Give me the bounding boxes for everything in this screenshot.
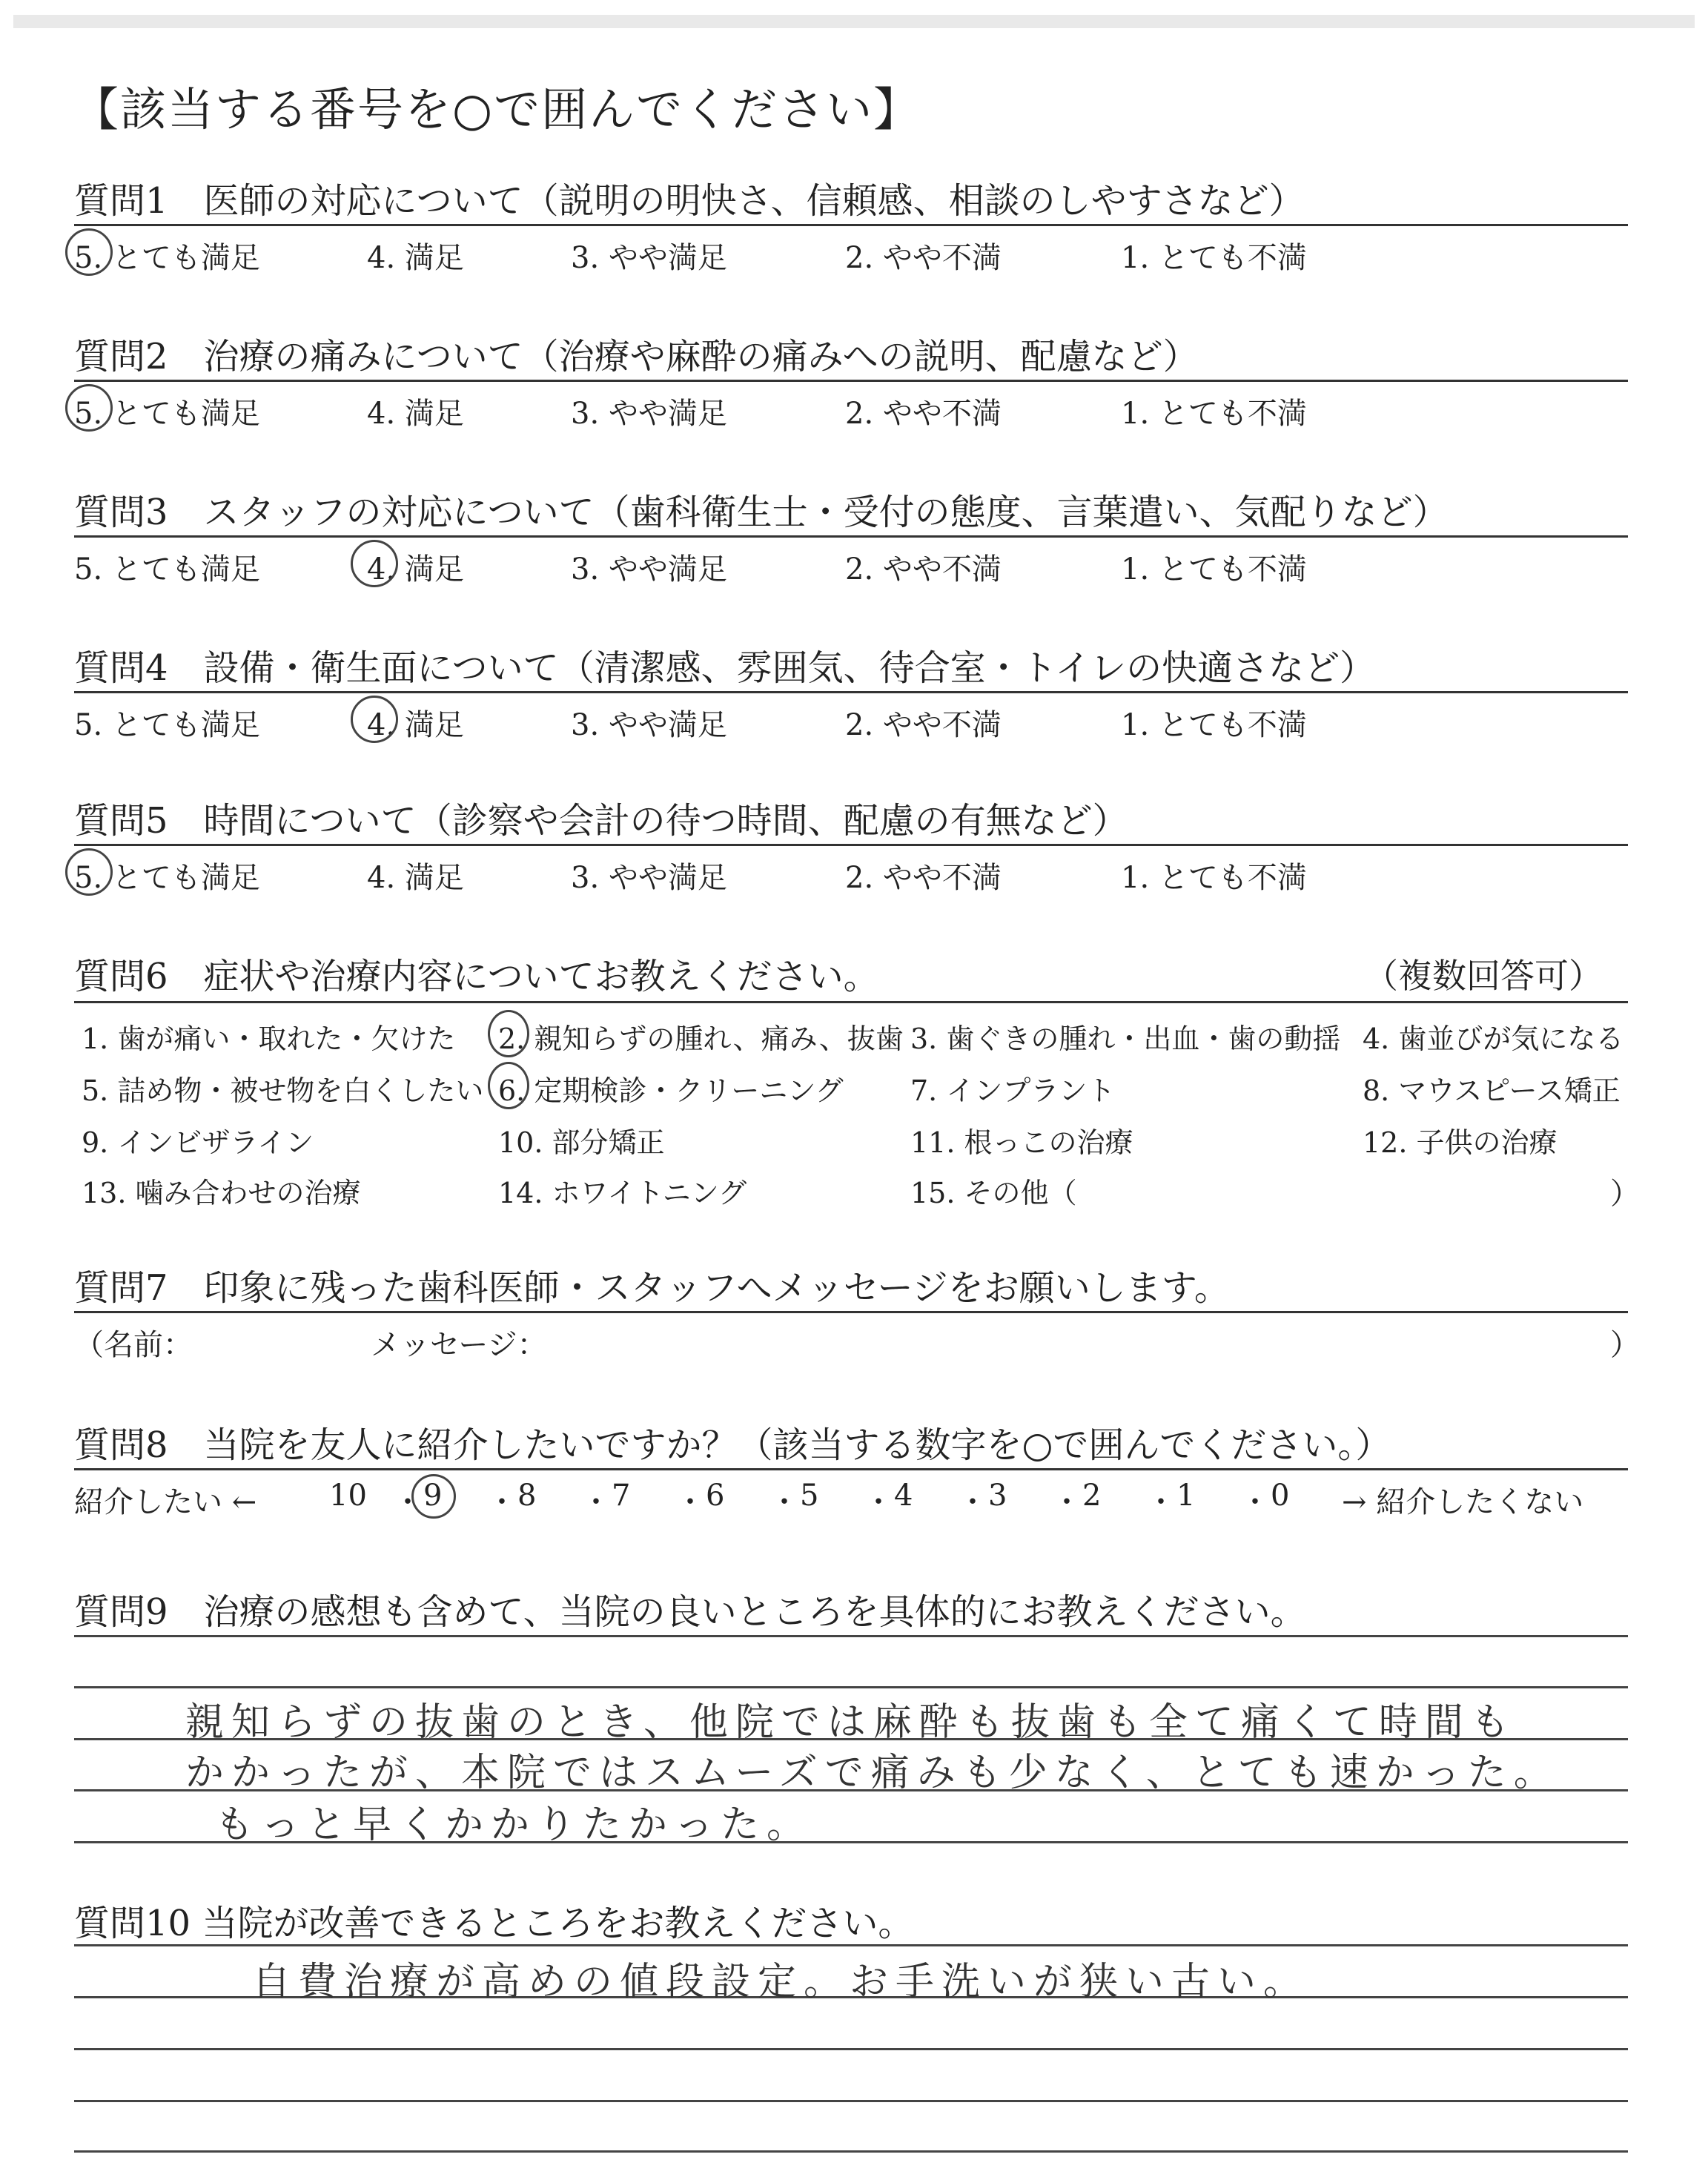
q9-rule [74, 1635, 1628, 1637]
q8-scale-separator: ・ [1240, 1485, 1270, 1519]
q5-option-2: 2. やや不満 [845, 861, 1002, 895]
q8-answer-circle [411, 1474, 456, 1519]
q2-option-2: 2. やや不満 [845, 397, 1002, 431]
q7-title: 質問7 印象に残った歯科医師・スタッフへメッセージをお願いします。 [74, 1267, 1230, 1309]
q6-multiple-answer-note: （複数回答可） [1364, 956, 1603, 996]
q1-rule [74, 224, 1628, 226]
q7-rule [74, 1311, 1628, 1313]
q8-scale-separator: ・ [769, 1485, 799, 1519]
q4-option-1: 1. とても不満 [1121, 708, 1307, 742]
q6-option-9: 9. インビザライン [82, 1126, 314, 1159]
q6-option-11: 11. 根っこの治療 [910, 1126, 1133, 1159]
q1-title: 質問1 医師の対応について（説明の明快さ、信頼感、相談のしやすさなど） [74, 180, 1305, 222]
q9-handwritten-line-2: かかったが、本院ではスムーズで痛みも少なく、とても速かった。 [185, 1751, 1560, 1795]
q5-option-1: 1. とても不満 [1121, 861, 1307, 895]
q5-option-3: 3. やや満足 [571, 861, 727, 895]
q6-other-closing-paren: ） [1610, 1177, 1640, 1211]
q2-title: 質問2 治療の痛みについて（治療や麻酔の痛みへの説明、配慮など） [74, 336, 1199, 377]
q4-answer-circle [351, 696, 398, 743]
q10-answer-line [74, 2048, 1628, 2050]
q2-option-3: 3. やや満足 [571, 397, 727, 431]
q6-option-12: 12. 子供の治療 [1363, 1126, 1558, 1159]
q4-rule [74, 691, 1628, 693]
q10-title: 質問10 当院が改善できるところをお教えください。 [74, 1903, 914, 1944]
q10-answer-line [74, 2100, 1628, 2102]
q6-option-8: 8. マウスピース矯正 [1363, 1074, 1621, 1107]
q8-scale-separator: ・ [1146, 1485, 1176, 1519]
q6-answer-circle-2 [488, 1010, 529, 1057]
q4-option-5: 5. とても満足 [74, 708, 260, 742]
q8-scale-1: 1 [1176, 1479, 1196, 1513]
q8-scale-8: 8 [517, 1479, 537, 1513]
q8-scale-4: 4 [894, 1479, 913, 1513]
q7-closing-paren: ） [1610, 1328, 1640, 1362]
q8-left-label: 紹介したい ← [74, 1485, 257, 1519]
q7-message-label: メッセージ： [371, 1328, 547, 1362]
q3-option-5: 5. とても満足 [74, 552, 260, 587]
q6-title: 質問6 症状や治療内容についてお教えください。 [74, 956, 879, 997]
q3-option-2: 2. やや不満 [845, 552, 1002, 587]
page-heading: 【該当する番号を○で囲んでください】 [73, 82, 921, 136]
q2-option-1: 1. とても不満 [1121, 397, 1307, 431]
q8-scale-separator: ・ [958, 1485, 987, 1519]
q3-option-3: 3. やや満足 [571, 552, 727, 587]
q8-rule [74, 1468, 1628, 1470]
q10-answer-line [74, 2150, 1628, 2153]
q8-scale-5: 5 [800, 1479, 819, 1513]
q5-title: 質問5 時間について（診察や会計の待つ時間、配慮の有無など） [74, 800, 1128, 842]
q8-scale-10: 10 [329, 1479, 367, 1513]
q9-handwritten-line-3: もっと早くかかりたかった。 [215, 1803, 813, 1847]
q3-option-1: 1. とても不満 [1121, 552, 1307, 587]
q8-scale-0: 0 [1271, 1479, 1290, 1513]
q2-answer-circle [65, 384, 113, 432]
q2-rule [74, 380, 1628, 382]
q6-option-5: 5. 詰め物・被せ物を白くしたい [82, 1074, 484, 1107]
q6-answer-circle-6 [488, 1062, 529, 1109]
q6-option-1: 1. 歯が痛い・取れた・欠けた [82, 1023, 456, 1055]
q10-handwritten-line-1: 自費治療が高めの値段設定。お手洗いが狭い古い。 [252, 1960, 1310, 2004]
q8-scale-separator: ・ [864, 1485, 893, 1519]
q1-option-3: 3. やや満足 [571, 241, 727, 275]
q1-option-2: 2. やや不満 [845, 241, 1002, 275]
q8-right-label: → 紹介したくない [1342, 1485, 1584, 1519]
q3-option-4: 4. 満足 [367, 552, 464, 587]
q1-option-4: 4. 満足 [367, 241, 464, 275]
q8-scale-separator: ・ [675, 1485, 705, 1519]
q6-option-13: 13. 噛み合わせの治療 [82, 1177, 361, 1209]
q10-rule [74, 1944, 1628, 1946]
q8-scale-9: 9 [423, 1479, 443, 1513]
q5-option-5: 5. とても満足 [74, 861, 260, 895]
q8-scale-separator: ・ [487, 1485, 517, 1519]
q9-title: 質問9 治療の感想も含めて、当院の良いところを具体的にお教えください。 [74, 1591, 1306, 1633]
q1-option-5: 5. とても満足 [74, 241, 260, 275]
q8-scale-3: 3 [988, 1479, 1007, 1513]
q5-rule [74, 844, 1628, 846]
q3-title: 質問3 スタッフの対応について（歯科衛生士・受付の態度、言葉遣い、気配りなど） [74, 492, 1449, 533]
q4-title: 質問4 設備・衛生面について（清潔感、雰囲気、待合室・トイレの快適さなど） [74, 647, 1376, 689]
q6-option-14: 14. ホワイトニング [498, 1177, 747, 1209]
q5-option-4: 4. 満足 [367, 861, 464, 895]
q4-option-3: 3. やや満足 [571, 708, 727, 742]
q8-title: 質問8 当院を友人に紹介したいですか？（該当する数字を○で囲んでください。） [74, 1424, 1391, 1466]
q6-option-6: 6. 定期検診・クリーニング [498, 1074, 844, 1107]
q9-answer-line [74, 1686, 1628, 1688]
q8-scale-2: 2 [1082, 1479, 1102, 1513]
scan-top-edge [13, 15, 1695, 28]
q8-scale-6: 6 [706, 1479, 725, 1513]
q9-handwritten-line-1: 親知らずの抜歯のとき、他院では麻酔も抜歯も全て痛くて時間も [185, 1700, 1517, 1745]
q5-answer-circle [65, 848, 113, 896]
q6-option-4: 4. 歯並びが気になる [1363, 1023, 1624, 1055]
q6-option-10: 10. 部分矯正 [498, 1126, 665, 1159]
q8-scale-separator: ・ [581, 1485, 611, 1519]
q6-option-7: 7. インプラント [910, 1074, 1116, 1107]
q8-scale-separator: ・ [1052, 1485, 1082, 1519]
q4-option-4: 4. 満足 [367, 708, 464, 742]
q4-option-2: 2. やや不満 [845, 708, 1002, 742]
q6-option-2: 2. 親知らずの腫れ、痛み、抜歯 [498, 1023, 904, 1055]
q8-scale-separator: ・ [393, 1485, 423, 1519]
q2-option-4: 4. 満足 [367, 397, 464, 431]
q2-option-5: 5. とても満足 [74, 397, 260, 431]
q1-option-1: 1. とても不満 [1121, 241, 1307, 275]
q3-answer-circle [351, 540, 398, 587]
q7-name-label: （名前： [74, 1328, 193, 1362]
q8-scale-7: 7 [612, 1479, 631, 1513]
q6-option-15: 15. その他（ [910, 1177, 1077, 1209]
q3-rule [74, 535, 1628, 538]
q6-option-3: 3. 歯ぐきの腫れ・出血・歯の動揺 [910, 1023, 1341, 1055]
q6-rule [74, 1001, 1628, 1003]
q1-answer-circle [65, 228, 113, 276]
